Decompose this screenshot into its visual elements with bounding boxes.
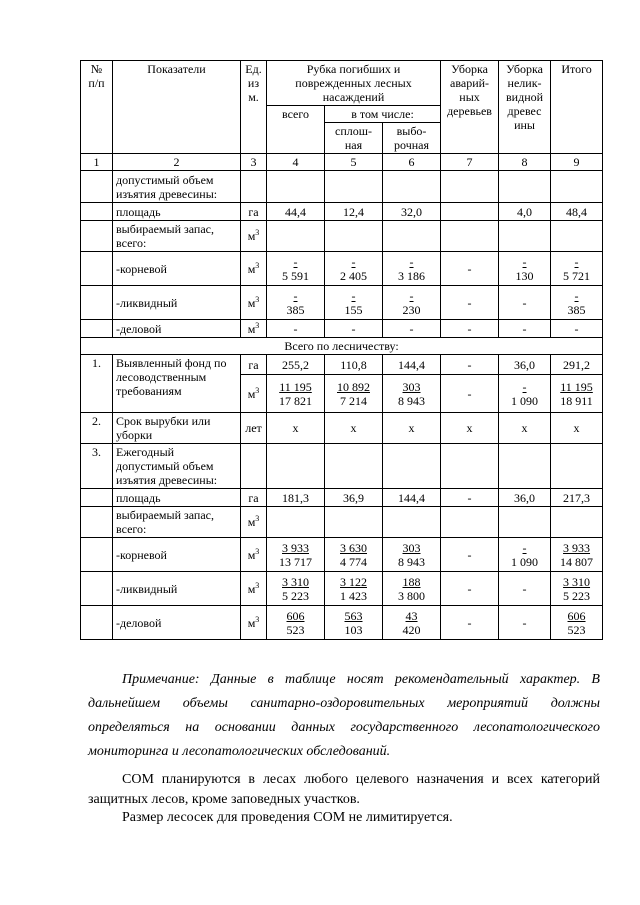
value-cell: 181,3 <box>267 489 325 507</box>
value-cell <box>499 375 551 413</box>
fraction-numerator: - <box>409 288 414 303</box>
empty-cell <box>499 171 551 203</box>
fraction-denominator: 4 774 <box>340 554 367 569</box>
fraction-numerator: - <box>351 288 356 303</box>
value-cell <box>499 252 551 286</box>
value-cell: х <box>325 413 383 444</box>
fraction-denominator: 3 800 <box>398 588 426 603</box>
empty-cell <box>551 221 603 252</box>
empty-cell <box>325 171 383 203</box>
value-cell: х <box>267 413 325 444</box>
empty-cell <box>81 286 113 320</box>
value-cell <box>325 286 383 320</box>
fraction-value <box>403 289 421 317</box>
value-cell <box>267 375 325 413</box>
table-row <box>81 507 603 538</box>
row-label: площадь <box>113 489 241 507</box>
value-cell <box>383 538 441 572</box>
header-accident: Уборка аварий- ных деревьев <box>441 61 499 154</box>
value-cell: 144,4 <box>383 489 441 507</box>
value-cell: 36,9 <box>325 489 383 507</box>
row-unit: га <box>241 355 267 375</box>
row-unit: $м^3$ <box>241 286 267 320</box>
value-cell: - <box>441 286 499 320</box>
row-label: выбираемый запас, всего: <box>113 221 241 252</box>
fraction-numerator: 303 <box>402 379 421 394</box>
value-cell: 4,0 <box>499 203 551 221</box>
empty-cell <box>551 444 603 489</box>
fraction-numerator: 43 <box>405 608 418 623</box>
fraction-value <box>516 255 534 283</box>
value-cell: 144,4 <box>383 355 441 375</box>
value-cell: - <box>441 489 499 507</box>
value-cell <box>551 538 603 572</box>
header-felling: Рубка погибших и поврежденных лесных насаждений <box>267 61 441 106</box>
value-cell <box>499 538 551 572</box>
fraction-numerator: - <box>293 288 298 303</box>
value-cell <box>441 203 499 221</box>
fraction-denominator: 130 <box>515 268 534 283</box>
fraction-value <box>345 289 363 317</box>
paragraph-cutting-size: Размер лесосек для проведения СОМ не лимитируется. <box>122 810 453 825</box>
row-label: допустимый объем изъятия древесины: <box>113 171 241 203</box>
column-number: 3 <box>241 154 267 171</box>
table-row <box>81 252 603 286</box>
fraction-denominator: 155 <box>344 302 363 317</box>
fraction-value <box>282 255 309 283</box>
fraction-value <box>337 380 370 408</box>
column-number: 5 <box>325 154 383 171</box>
table-row <box>81 286 603 320</box>
table-row <box>81 171 603 203</box>
column-number: 9 <box>551 154 603 171</box>
empty-cell <box>241 444 267 489</box>
value-cell: - <box>441 355 499 375</box>
value-cell: х <box>499 413 551 444</box>
empty-cell <box>499 507 551 538</box>
row-label: -ликвидный <box>113 572 241 606</box>
fraction-value <box>279 541 312 569</box>
fraction-value <box>563 575 590 603</box>
table-row <box>81 221 603 252</box>
row-number: 3. <box>81 444 113 489</box>
fraction-numerator: 3 310 <box>282 574 309 589</box>
fraction-numerator: - <box>522 254 527 269</box>
fraction-value <box>511 380 538 408</box>
fraction-value <box>287 289 305 317</box>
value-cell: - <box>499 606 551 640</box>
table-row <box>81 572 603 606</box>
header-unit: Ед. из м. <box>241 61 267 154</box>
column-number: 4 <box>267 154 325 171</box>
value-cell: - <box>441 606 499 640</box>
empty-cell <box>325 221 383 252</box>
empty-cell <box>499 221 551 252</box>
fraction-denominator: 5 591 <box>282 268 309 283</box>
value-cell <box>551 286 603 320</box>
header-num: № п/п <box>81 61 113 154</box>
fraction-value <box>560 541 593 569</box>
fraction-value <box>340 255 367 283</box>
fraction-denominator: 13 717 <box>279 554 312 569</box>
value-cell <box>325 538 383 572</box>
fraction-value <box>398 380 425 408</box>
row-label: -деловой <box>113 320 241 338</box>
column-number: 2 <box>113 154 241 171</box>
fraction-denominator: 420 <box>402 622 421 637</box>
fraction-denominator: 103 <box>344 622 363 637</box>
value-cell <box>383 252 441 286</box>
value-cell: - <box>441 572 499 606</box>
fraction-numerator: 3 310 <box>563 574 591 589</box>
value-cell: 12,4 <box>325 203 383 221</box>
value-cell <box>267 252 325 286</box>
empty-cell <box>81 489 113 507</box>
value-cell <box>267 606 325 640</box>
value-cell: 44,4 <box>267 203 325 221</box>
table-row <box>81 413 603 444</box>
empty-cell <box>441 171 499 203</box>
empty-cell <box>383 221 441 252</box>
fraction-numerator: 11 195 <box>279 379 312 394</box>
header-including: в том числе: <box>325 106 441 123</box>
fraction-numerator: 606 <box>286 608 305 623</box>
value-cell: 217,3 <box>551 489 603 507</box>
value-cell: 36,0 <box>499 489 551 507</box>
fraction-numerator: - <box>351 254 356 269</box>
value-cell: - <box>267 320 325 338</box>
table-note: Примечание: Данные в таблице носят рекомендательный характер. В дальнейшем объемы санитарно-оздоровительных мероприятий должны определяться на основании данных государственного лесопатологического мониторинга и лесопатологических обследований. <box>88 672 600 759</box>
row-label: площадь <box>113 203 241 221</box>
empty-cell <box>81 203 113 221</box>
empty-cell <box>441 221 499 252</box>
column-number: 1 <box>81 154 113 171</box>
fraction-value <box>398 541 425 569</box>
row-label: Ежегодный допустимый объем изъятия древесины: <box>113 444 241 489</box>
fraction-denominator: 8 943 <box>398 554 426 569</box>
row-unit: $м^3$ <box>241 606 267 640</box>
value-cell <box>325 572 383 606</box>
fraction-denominator: 1 423 <box>340 588 367 603</box>
empty-cell <box>267 444 325 489</box>
row-label: -деловой <box>113 606 241 640</box>
fraction-denominator: 7 214 <box>340 393 367 408</box>
fraction-numerator: 3 933 <box>282 540 309 555</box>
fraction-denominator: 5 721 <box>563 268 591 283</box>
table-row <box>81 606 603 640</box>
fraction-denominator: 1 090 <box>511 554 539 569</box>
row-unit: $м^3$ <box>241 538 267 572</box>
fraction-denominator: 14 807 <box>560 554 594 569</box>
fraction-value <box>398 255 425 283</box>
value-cell: - <box>551 320 603 338</box>
fraction-numerator: 3 630 <box>340 540 367 555</box>
fraction-value <box>287 609 305 637</box>
value-cell <box>551 606 603 640</box>
fraction-value <box>568 289 586 317</box>
value-cell <box>267 572 325 606</box>
fraction-numerator: - <box>293 254 298 269</box>
fraction-value <box>279 380 312 408</box>
table-row <box>81 538 603 572</box>
sanitary-measures-table <box>80 60 603 640</box>
table-row <box>81 61 603 106</box>
fraction-value <box>568 609 586 637</box>
empty-cell <box>81 538 113 572</box>
empty-cell <box>81 221 113 252</box>
fraction-denominator: 2 405 <box>340 268 367 283</box>
table-row <box>81 154 603 171</box>
table-row <box>81 489 603 507</box>
empty-cell <box>441 444 499 489</box>
row-label: Выявленный фонд по лесоводственным требованиям <box>113 355 241 413</box>
header-all: всего <box>267 106 325 154</box>
fraction-denominator: 17 821 <box>279 393 312 408</box>
fraction-numerator: 3 122 <box>340 574 367 589</box>
empty-cell <box>81 171 113 203</box>
value-cell: - <box>441 252 499 286</box>
fraction-numerator: - <box>574 254 579 269</box>
value-cell <box>551 375 603 413</box>
header-illiquid: Уборка нелик- видной древес ины <box>499 61 551 154</box>
row-label: выбираемый запас, всего: <box>113 507 241 538</box>
table-row <box>81 355 603 375</box>
value-cell: х <box>551 413 603 444</box>
fraction-numerator: 11 195 <box>560 379 593 394</box>
value-cell: х <box>383 413 441 444</box>
value-cell <box>383 606 441 640</box>
empty-cell <box>81 252 113 286</box>
fraction-value <box>345 609 363 637</box>
value-cell: - <box>441 320 499 338</box>
fraction-denominator: 8 943 <box>398 393 426 408</box>
value-cell: - <box>441 538 499 572</box>
row-label: Срок вырубки или уборки <box>113 413 241 444</box>
value-cell: - <box>383 320 441 338</box>
empty-cell <box>81 606 113 640</box>
value-cell: 48,4 <box>551 203 603 221</box>
table-row <box>81 444 603 489</box>
empty-cell <box>551 171 603 203</box>
empty-cell <box>383 507 441 538</box>
row-label: -корневой <box>113 538 241 572</box>
fraction-denominator: 523 <box>286 622 305 637</box>
empty-cell <box>383 444 441 489</box>
table-row <box>81 320 603 338</box>
empty-cell <box>499 444 551 489</box>
fraction-value <box>403 609 421 637</box>
empty-cell <box>325 507 383 538</box>
fraction-denominator: 1 090 <box>511 393 539 408</box>
fraction-denominator: 523 <box>567 622 586 637</box>
value-cell: - <box>499 286 551 320</box>
header-total: Итого <box>551 61 603 154</box>
value-cell: 36,0 <box>499 355 551 375</box>
value-cell <box>551 252 603 286</box>
fraction-numerator: 303 <box>402 540 421 555</box>
value-cell: 255,2 <box>267 355 325 375</box>
fraction-value <box>340 541 367 569</box>
empty-cell <box>241 171 267 203</box>
header-selective: выбо- рочная <box>383 123 441 154</box>
fraction-value <box>563 255 590 283</box>
value-cell: - <box>325 320 383 338</box>
fraction-value <box>282 575 309 603</box>
value-cell: - <box>499 320 551 338</box>
value-cell: х <box>441 413 499 444</box>
row-unit: $м^3$ <box>241 375 267 413</box>
empty-cell <box>267 171 325 203</box>
row-unit: га <box>241 203 267 221</box>
fraction-denominator: 5 223 <box>282 588 309 603</box>
value-cell <box>267 286 325 320</box>
fraction-numerator: - <box>522 540 527 555</box>
table-row <box>81 203 603 221</box>
paragraph-som-planning: СОМ планируются в лесах любого целевого назначения и всех категорий защитных лесов, кроме заповедных участков. <box>88 772 600 807</box>
table-row <box>81 338 603 355</box>
row-unit: $м^3$ <box>241 320 267 338</box>
row-unit: $м^3$ <box>241 507 267 538</box>
row-unit: га <box>241 489 267 507</box>
value-cell <box>325 252 383 286</box>
column-number: 6 <box>383 154 441 171</box>
value-cell: - <box>499 572 551 606</box>
fraction-numerator: 606 <box>567 608 586 623</box>
fraction-value <box>340 575 367 603</box>
section-title: Всего по лесничеству: <box>81 338 603 355</box>
row-number: 1. <box>81 355 113 413</box>
fraction-numerator: 3 933 <box>563 540 591 555</box>
value-cell <box>325 375 383 413</box>
empty-cell <box>81 572 113 606</box>
value-cell <box>551 572 603 606</box>
empty-cell <box>267 507 325 538</box>
empty-cell <box>441 507 499 538</box>
fraction-denominator: 3 186 <box>398 268 426 283</box>
row-unit: лет <box>241 413 267 444</box>
empty-cell <box>267 221 325 252</box>
empty-cell <box>81 320 113 338</box>
value-cell <box>383 572 441 606</box>
fraction-denominator: 385 <box>286 302 305 317</box>
value-cell: - <box>441 375 499 413</box>
row-number: 2. <box>81 413 113 444</box>
value-cell <box>383 375 441 413</box>
fraction-denominator: 18 911 <box>560 393 593 408</box>
header-solid: сплош- ная <box>325 123 383 154</box>
value-cell <box>325 606 383 640</box>
column-number: 8 <box>499 154 551 171</box>
column-number: 7 <box>441 154 499 171</box>
value-cell: 32,0 <box>383 203 441 221</box>
value-cell: 110,8 <box>325 355 383 375</box>
fraction-denominator: 5 223 <box>563 588 591 603</box>
row-unit: $м^3$ <box>241 252 267 286</box>
fraction-denominator: 385 <box>567 302 586 317</box>
fraction-numerator: 10 892 <box>337 379 370 394</box>
row-unit: $м^3$ <box>241 221 267 252</box>
fraction-numerator: - <box>522 379 527 394</box>
value-cell: 291,2 <box>551 355 603 375</box>
empty-cell <box>325 444 383 489</box>
empty-cell <box>551 507 603 538</box>
row-label: -ликвидный <box>113 286 241 320</box>
value-cell <box>383 286 441 320</box>
value-cell <box>267 538 325 572</box>
fraction-numerator: - <box>574 288 579 303</box>
fraction-numerator: 563 <box>344 608 363 623</box>
row-label: -корневой <box>113 252 241 286</box>
empty-cell <box>81 507 113 538</box>
fraction-numerator: 188 <box>402 574 421 589</box>
fraction-denominator: 230 <box>402 302 421 317</box>
empty-cell <box>383 171 441 203</box>
row-unit: $м^3$ <box>241 572 267 606</box>
fraction-value <box>560 380 593 408</box>
fraction-numerator: - <box>409 254 414 269</box>
fraction-value <box>511 541 538 569</box>
fraction-value <box>398 575 425 603</box>
header-indicators: Показатели <box>113 61 241 154</box>
